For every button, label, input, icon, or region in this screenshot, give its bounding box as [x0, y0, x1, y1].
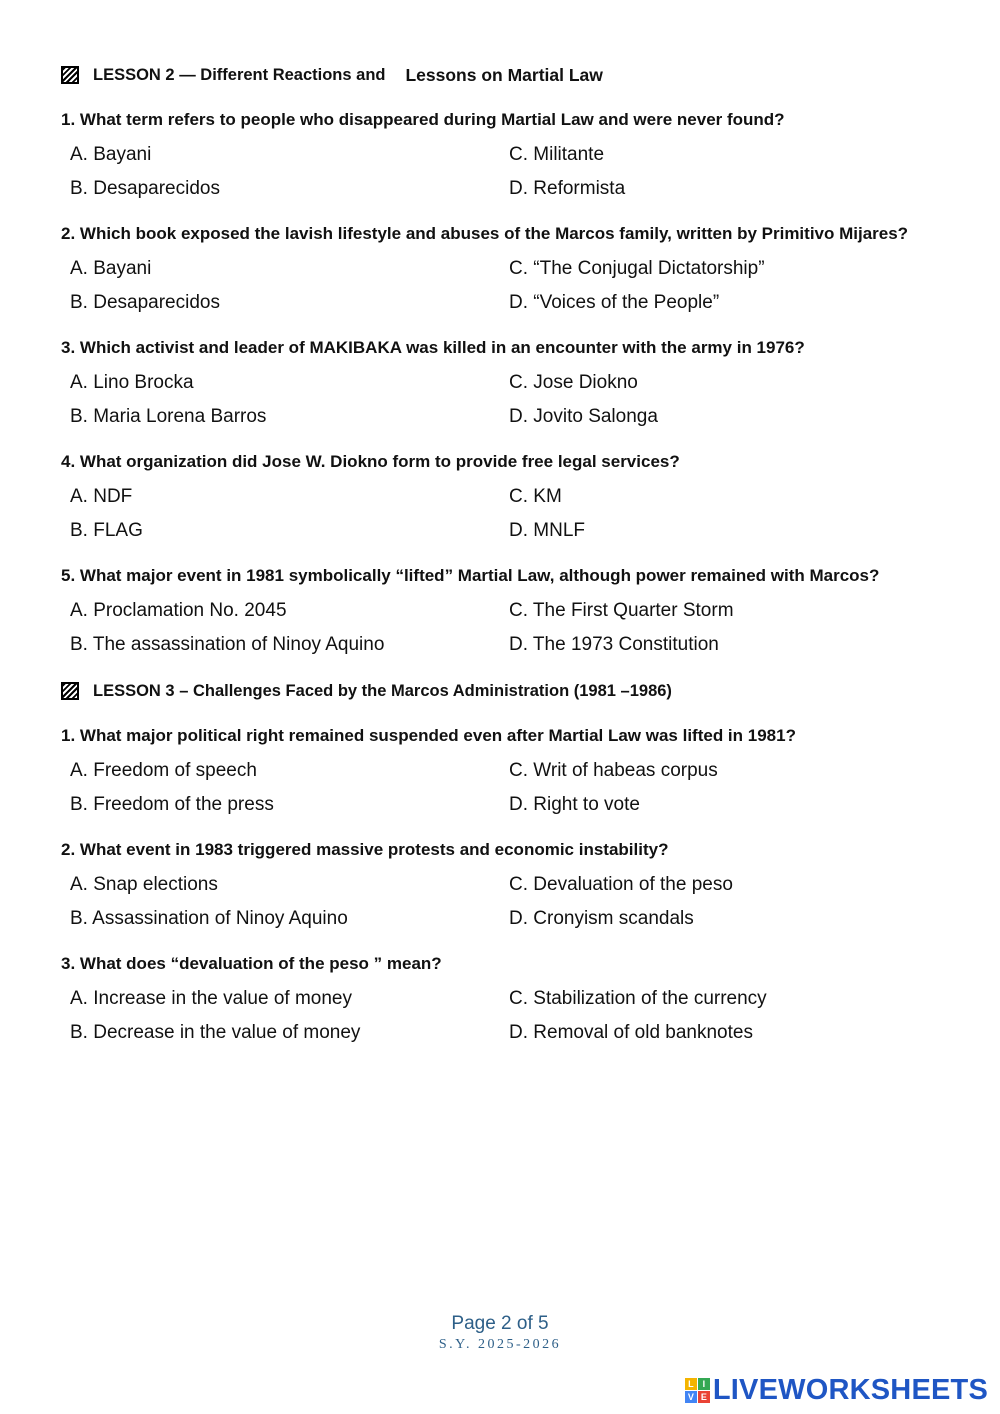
option-a[interactable]: A. NDF	[70, 486, 133, 507]
option-b[interactable]: B. FLAG	[70, 520, 143, 541]
option-b[interactable]: B. Maria Lorena Barros	[70, 406, 267, 427]
option-a[interactable]: A. Bayani	[70, 258, 152, 279]
page-number: Page 2 of 5	[451, 1313, 549, 1334]
logo-letter-i: I	[698, 1378, 710, 1390]
option-c[interactable]: C. The First Quarter Storm	[509, 600, 734, 621]
question-text: 3. What does “devaluation of the peso ” mean?	[61, 954, 442, 973]
option-d[interactable]: D. Cronyism scandals	[509, 908, 694, 929]
option-d[interactable]: D. Removal of old banknotes	[509, 1022, 753, 1043]
lesson-2-heading	[61, 62, 938, 88]
liveworksheets-wordmark: LIVEWORKSHEETS	[712, 1374, 988, 1406]
answer-options	[61, 987, 938, 1044]
question	[61, 952, 938, 1044]
page-footer	[0, 1312, 1000, 1354]
question-text: 1. What term refers to people who disappeared during Martial Law and were never found?	[61, 110, 785, 129]
option-d[interactable]: D. MNLF	[509, 520, 585, 541]
question	[61, 222, 938, 314]
question	[61, 564, 938, 656]
option-d[interactable]: D. Right to vote	[509, 794, 640, 815]
question-text: 5. What major event in 1981 symbolically “lifted” Martial Law, although power remained with Marcos?	[61, 566, 880, 585]
answer-options	[61, 485, 938, 542]
option-c[interactable]: C. Jose Diokno	[509, 372, 638, 393]
option-c[interactable]: C. KM	[509, 486, 562, 507]
answer-options	[61, 257, 938, 314]
lesson-2-title-part1: LESSON 2 — Different Reactions and	[93, 65, 386, 84]
option-b[interactable]: B. Freedom of the press	[70, 794, 274, 815]
square-bullet-icon	[61, 682, 79, 700]
option-d[interactable]: D. “Voices of the People”	[509, 292, 720, 313]
option-c[interactable]: C. Militante	[509, 144, 605, 165]
question	[61, 450, 938, 542]
lesson-2-title-part2: Lessons on Martial Law	[405, 64, 603, 85]
option-a[interactable]: A. Lino Brocka	[70, 372, 194, 393]
question-text: 3. Which activist and leader of MAKIBAKA was killed in an encounter with the army in 1976?	[61, 338, 805, 357]
answer-options	[61, 873, 938, 930]
option-b[interactable]: B. Desaparecidos	[70, 178, 220, 199]
answer-options	[61, 143, 938, 200]
option-a[interactable]: A. Proclamation No. 2045	[70, 600, 287, 621]
option-d[interactable]: D. Jovito Salonga	[509, 406, 658, 427]
answer-options	[61, 371, 938, 428]
option-c[interactable]: C. Stabilization of the currency	[509, 988, 767, 1009]
answer-options	[61, 599, 938, 656]
option-b[interactable]: B. Desaparecidos	[70, 292, 220, 313]
option-b[interactable]: B. The assassination of Ninoy Aquino	[70, 634, 385, 655]
question-text: 4. What organization did Jose W. Diokno form to provide free legal services?	[61, 452, 680, 471]
option-a[interactable]: A. Snap elections	[70, 874, 218, 895]
option-d[interactable]: D. The 1973 Constitution	[509, 634, 719, 655]
option-c[interactable]: C. “The Conjugal Dictatorship”	[509, 258, 765, 279]
option-a[interactable]: A. Freedom of speech	[70, 760, 257, 781]
question-text: 2. Which book exposed the lavish lifestyle and abuses of the Marcos family, written by Primitivo Mijares?	[61, 224, 909, 243]
liveworksheets-icon	[685, 1378, 710, 1403]
logo-letter-v: V	[685, 1391, 697, 1403]
option-b[interactable]: B. Assassination of Ninoy Aquino	[70, 908, 348, 929]
lesson-3-title: LESSON 3 – Challenges Faced by the Marcos Administration (1981 –1986)	[93, 681, 672, 700]
answer-options	[61, 759, 938, 816]
option-d[interactable]: D. Reformista	[509, 178, 626, 199]
lesson-3-heading	[61, 678, 938, 704]
question	[61, 724, 938, 816]
question-text: 2. What event in 1983 triggered massive protests and economic instability?	[61, 840, 669, 859]
option-c[interactable]: C. Devaluation of the peso	[509, 874, 733, 895]
option-a[interactable]: A. Increase in the value of money	[70, 988, 352, 1009]
school-year: S.Y. 2025-2026	[438, 1337, 562, 1352]
question-text: 1. What major political right remained suspended even after Martial Law was lifted in 1981?	[61, 726, 796, 745]
worksheet-content	[61, 62, 938, 1066]
option-b[interactable]: B. Decrease in the value of money	[70, 1022, 361, 1043]
logo-letter-l: L	[685, 1378, 697, 1390]
question	[61, 336, 938, 428]
question	[61, 108, 938, 200]
logo-letter-e: E	[698, 1391, 710, 1403]
option-a[interactable]: A. Bayani	[70, 144, 152, 165]
option-c[interactable]: C. Writ of habeas corpus	[509, 760, 718, 781]
liveworksheets-logo	[685, 1374, 988, 1407]
question	[61, 838, 938, 930]
square-bullet-icon	[61, 66, 79, 84]
